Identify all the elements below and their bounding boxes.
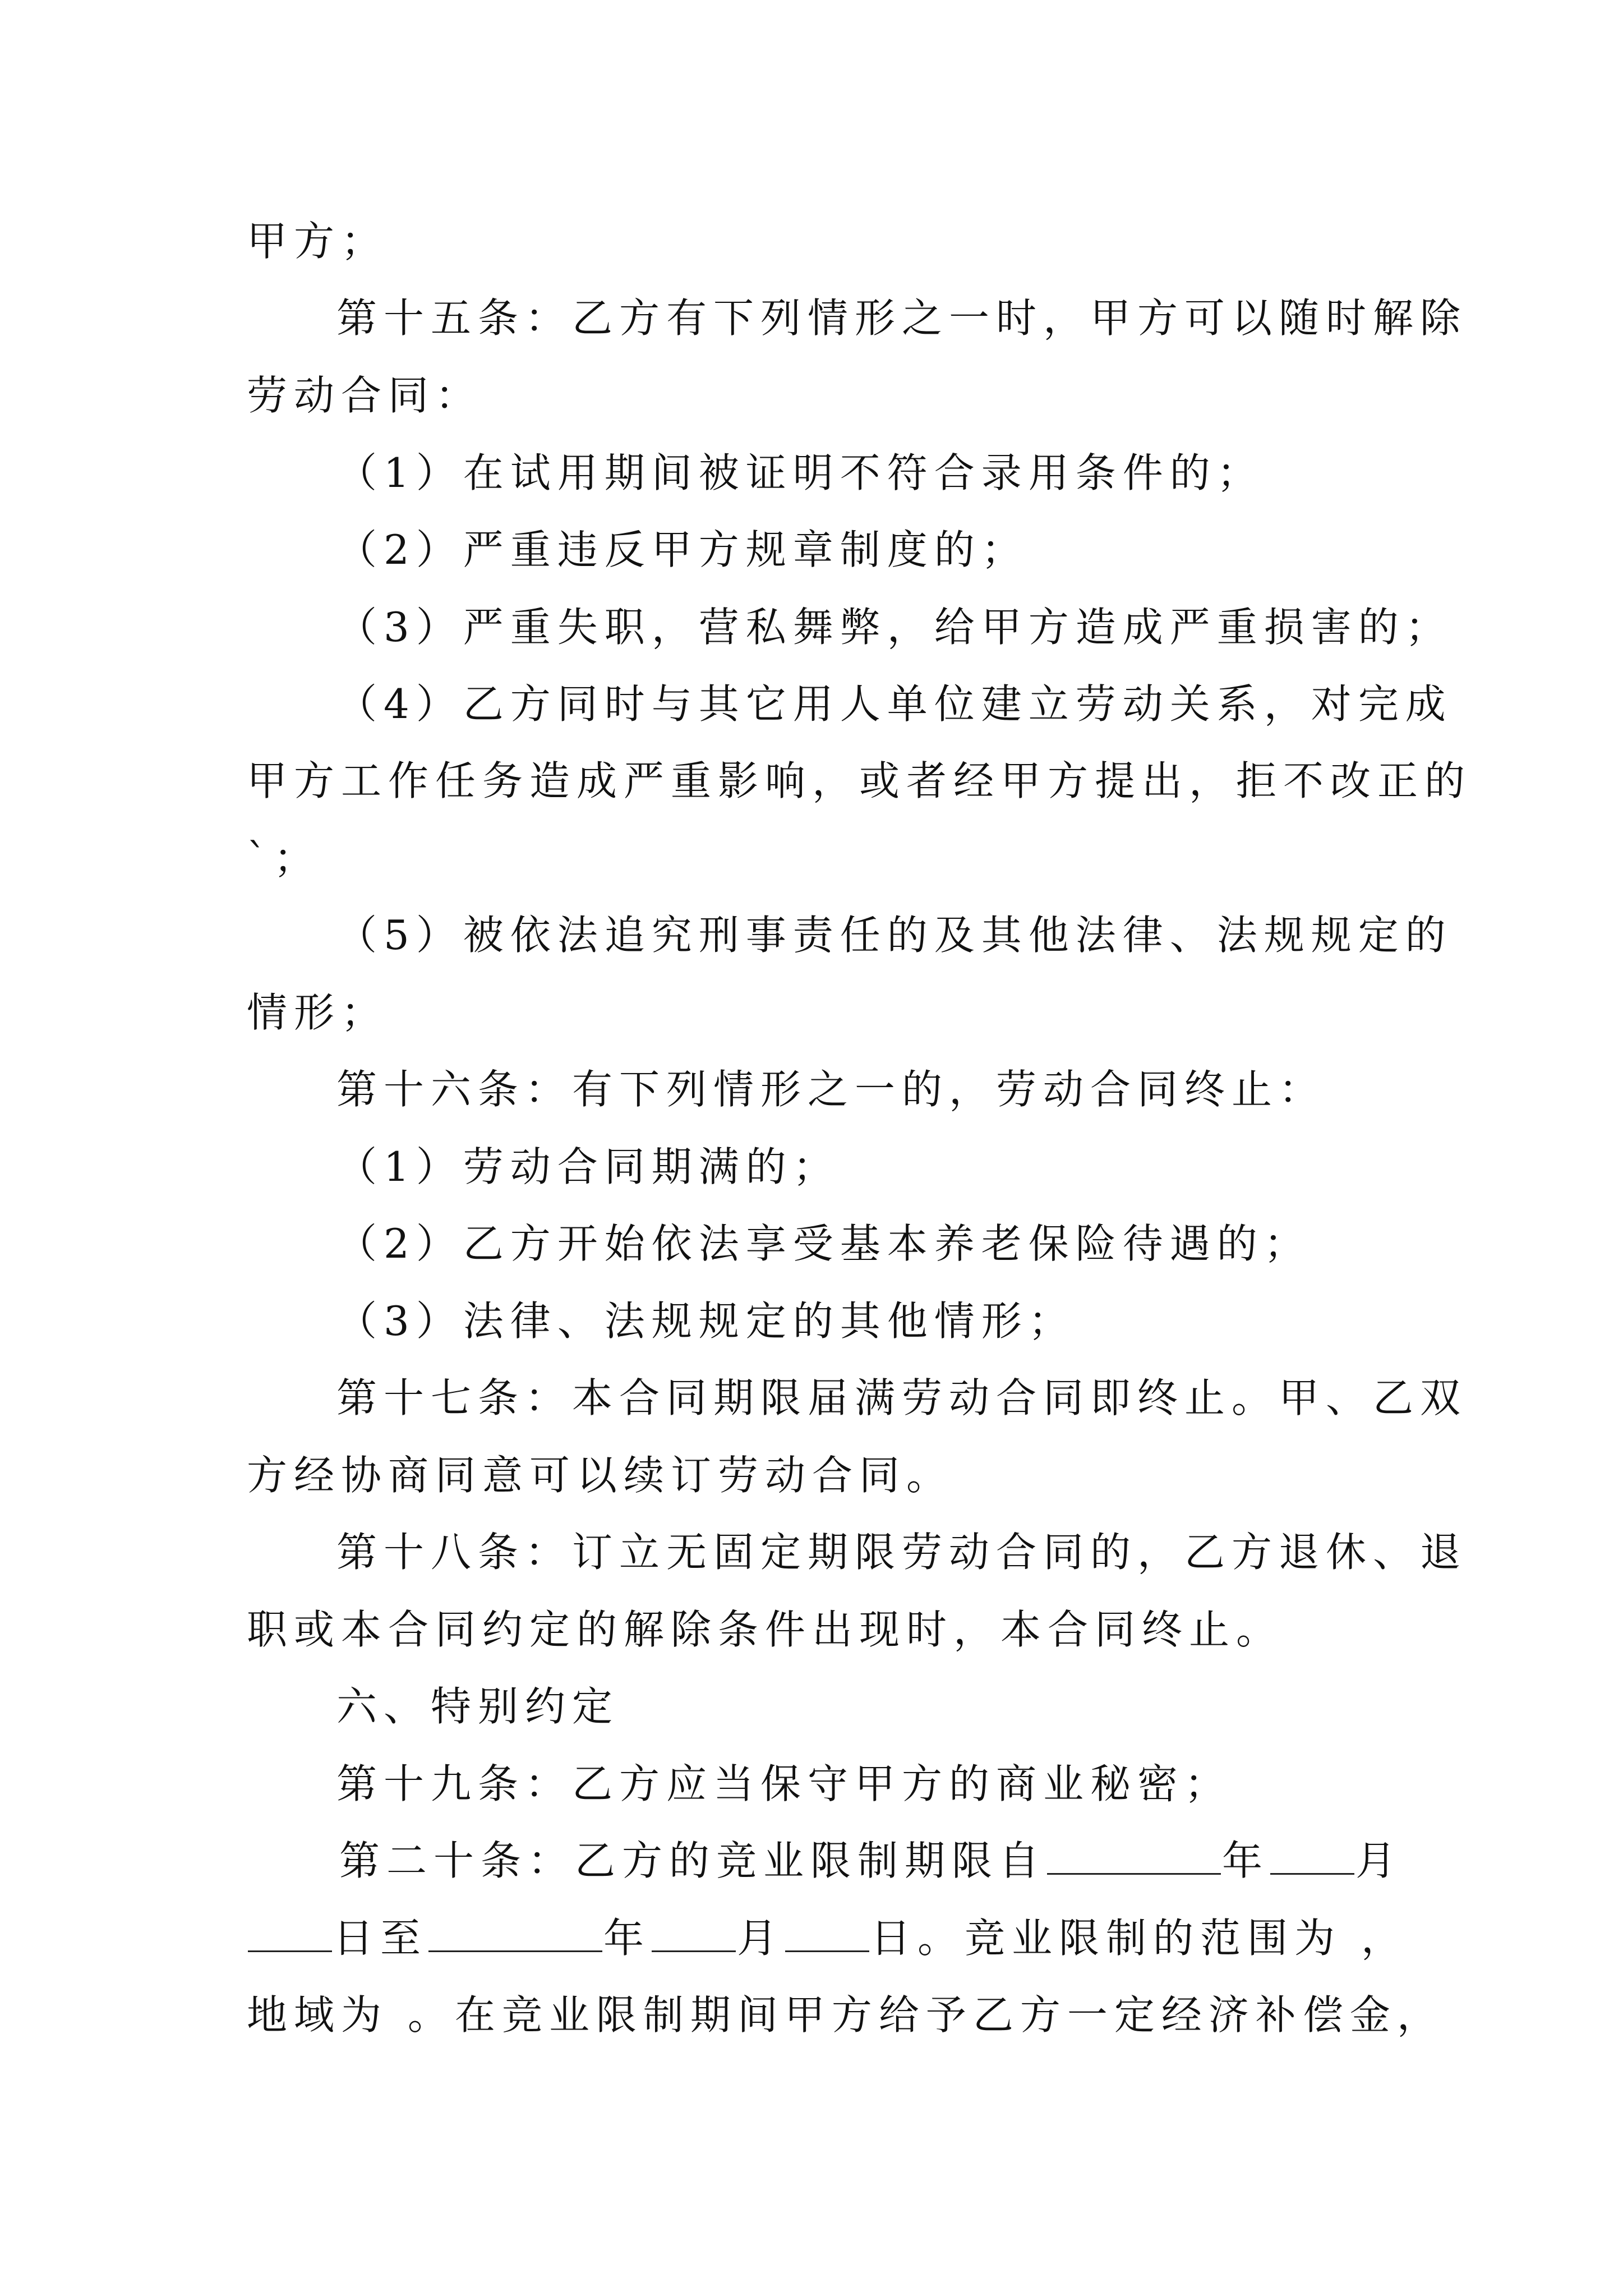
- text-line: （1）劳动合同期满的；: [336, 1143, 840, 1190]
- text-line: （3）法律、法规规定的其他情形；: [336, 1297, 1076, 1345]
- text-line: 职或本合同约定的解除条件出现时，本合同终止。: [247, 1606, 1284, 1653]
- month-label: 月: [1355, 1837, 1403, 1884]
- day-to-label: 日至: [333, 1915, 428, 1962]
- text-line: `；: [247, 835, 321, 882]
- text-line: （5）被依法追究刑事责任的及其他法律、法规规定的: [336, 912, 1453, 959]
- text-line: （3）严重失职，营私舞弊，给甲方造成严重损害的；: [336, 604, 1453, 651]
- text-line: （2）乙方开始依法享受基本养老保险待遇的；: [336, 1220, 1311, 1267]
- end-year-blank[interactable]: [428, 1916, 602, 1952]
- clause-20-line-3: 地域为 。在竞业限制期间甲方给予乙方一定经济补偿金，: [247, 1991, 1444, 2039]
- clause-20-line-2: [247, 1907, 1408, 1969]
- text-line: 第十八条：订立无固定期限劳动合同的，乙方退休、退: [336, 1529, 1468, 1576]
- text-line: 方经协商同意可以续订劳动合同。: [247, 1452, 954, 1499]
- start-month-blank[interactable]: [1270, 1838, 1354, 1875]
- day-scope-label: 日。竞业限制的范围为 ，: [870, 1915, 1408, 1962]
- start-year-blank[interactable]: [1047, 1838, 1221, 1875]
- text-line: 甲方工作任务造成严重影响，或者经甲方提出，拒不改正的: [247, 757, 1472, 804]
- clause-20-line-1: [339, 1830, 1403, 1892]
- text-line: （1）在试用期间被证明不符合录用条件的；: [336, 449, 1264, 496]
- text-line: （4）乙方同时与其它用人单位建立劳动关系，对完成: [336, 680, 1453, 728]
- text-line: 甲方；: [247, 218, 389, 265]
- section-heading: 六、特别约定: [336, 1683, 620, 1730]
- end-day-blank[interactable]: [785, 1916, 869, 1952]
- text-line: 劳动合同：: [247, 372, 483, 419]
- clause-20-text: 第二十条：乙方的竞业限制期限自: [339, 1837, 1046, 1884]
- text-line: 情形；: [247, 989, 389, 1036]
- text-line: 第十九条：乙方应当保守甲方的商业秘密；: [336, 1760, 1232, 1807]
- end-month-blank[interactable]: [652, 1916, 736, 1952]
- text-line: 第十五条：乙方有下列情形之一时，甲方可以随时解除: [336, 295, 1468, 342]
- year-label: 年: [1222, 1837, 1270, 1884]
- text-line: 第十六条：有下列情形之一的，劳动合同终止：: [336, 1066, 1326, 1113]
- text-line: 第十七条：本合同期限届满劳动合同即终止。甲、乙双: [336, 1374, 1468, 1421]
- year-label: 年: [603, 1915, 651, 1962]
- text-line: （2）严重违反甲方规章制度的；: [336, 526, 1029, 573]
- month-label: 月: [737, 1915, 785, 1962]
- start-day-blank[interactable]: [248, 1916, 332, 1952]
